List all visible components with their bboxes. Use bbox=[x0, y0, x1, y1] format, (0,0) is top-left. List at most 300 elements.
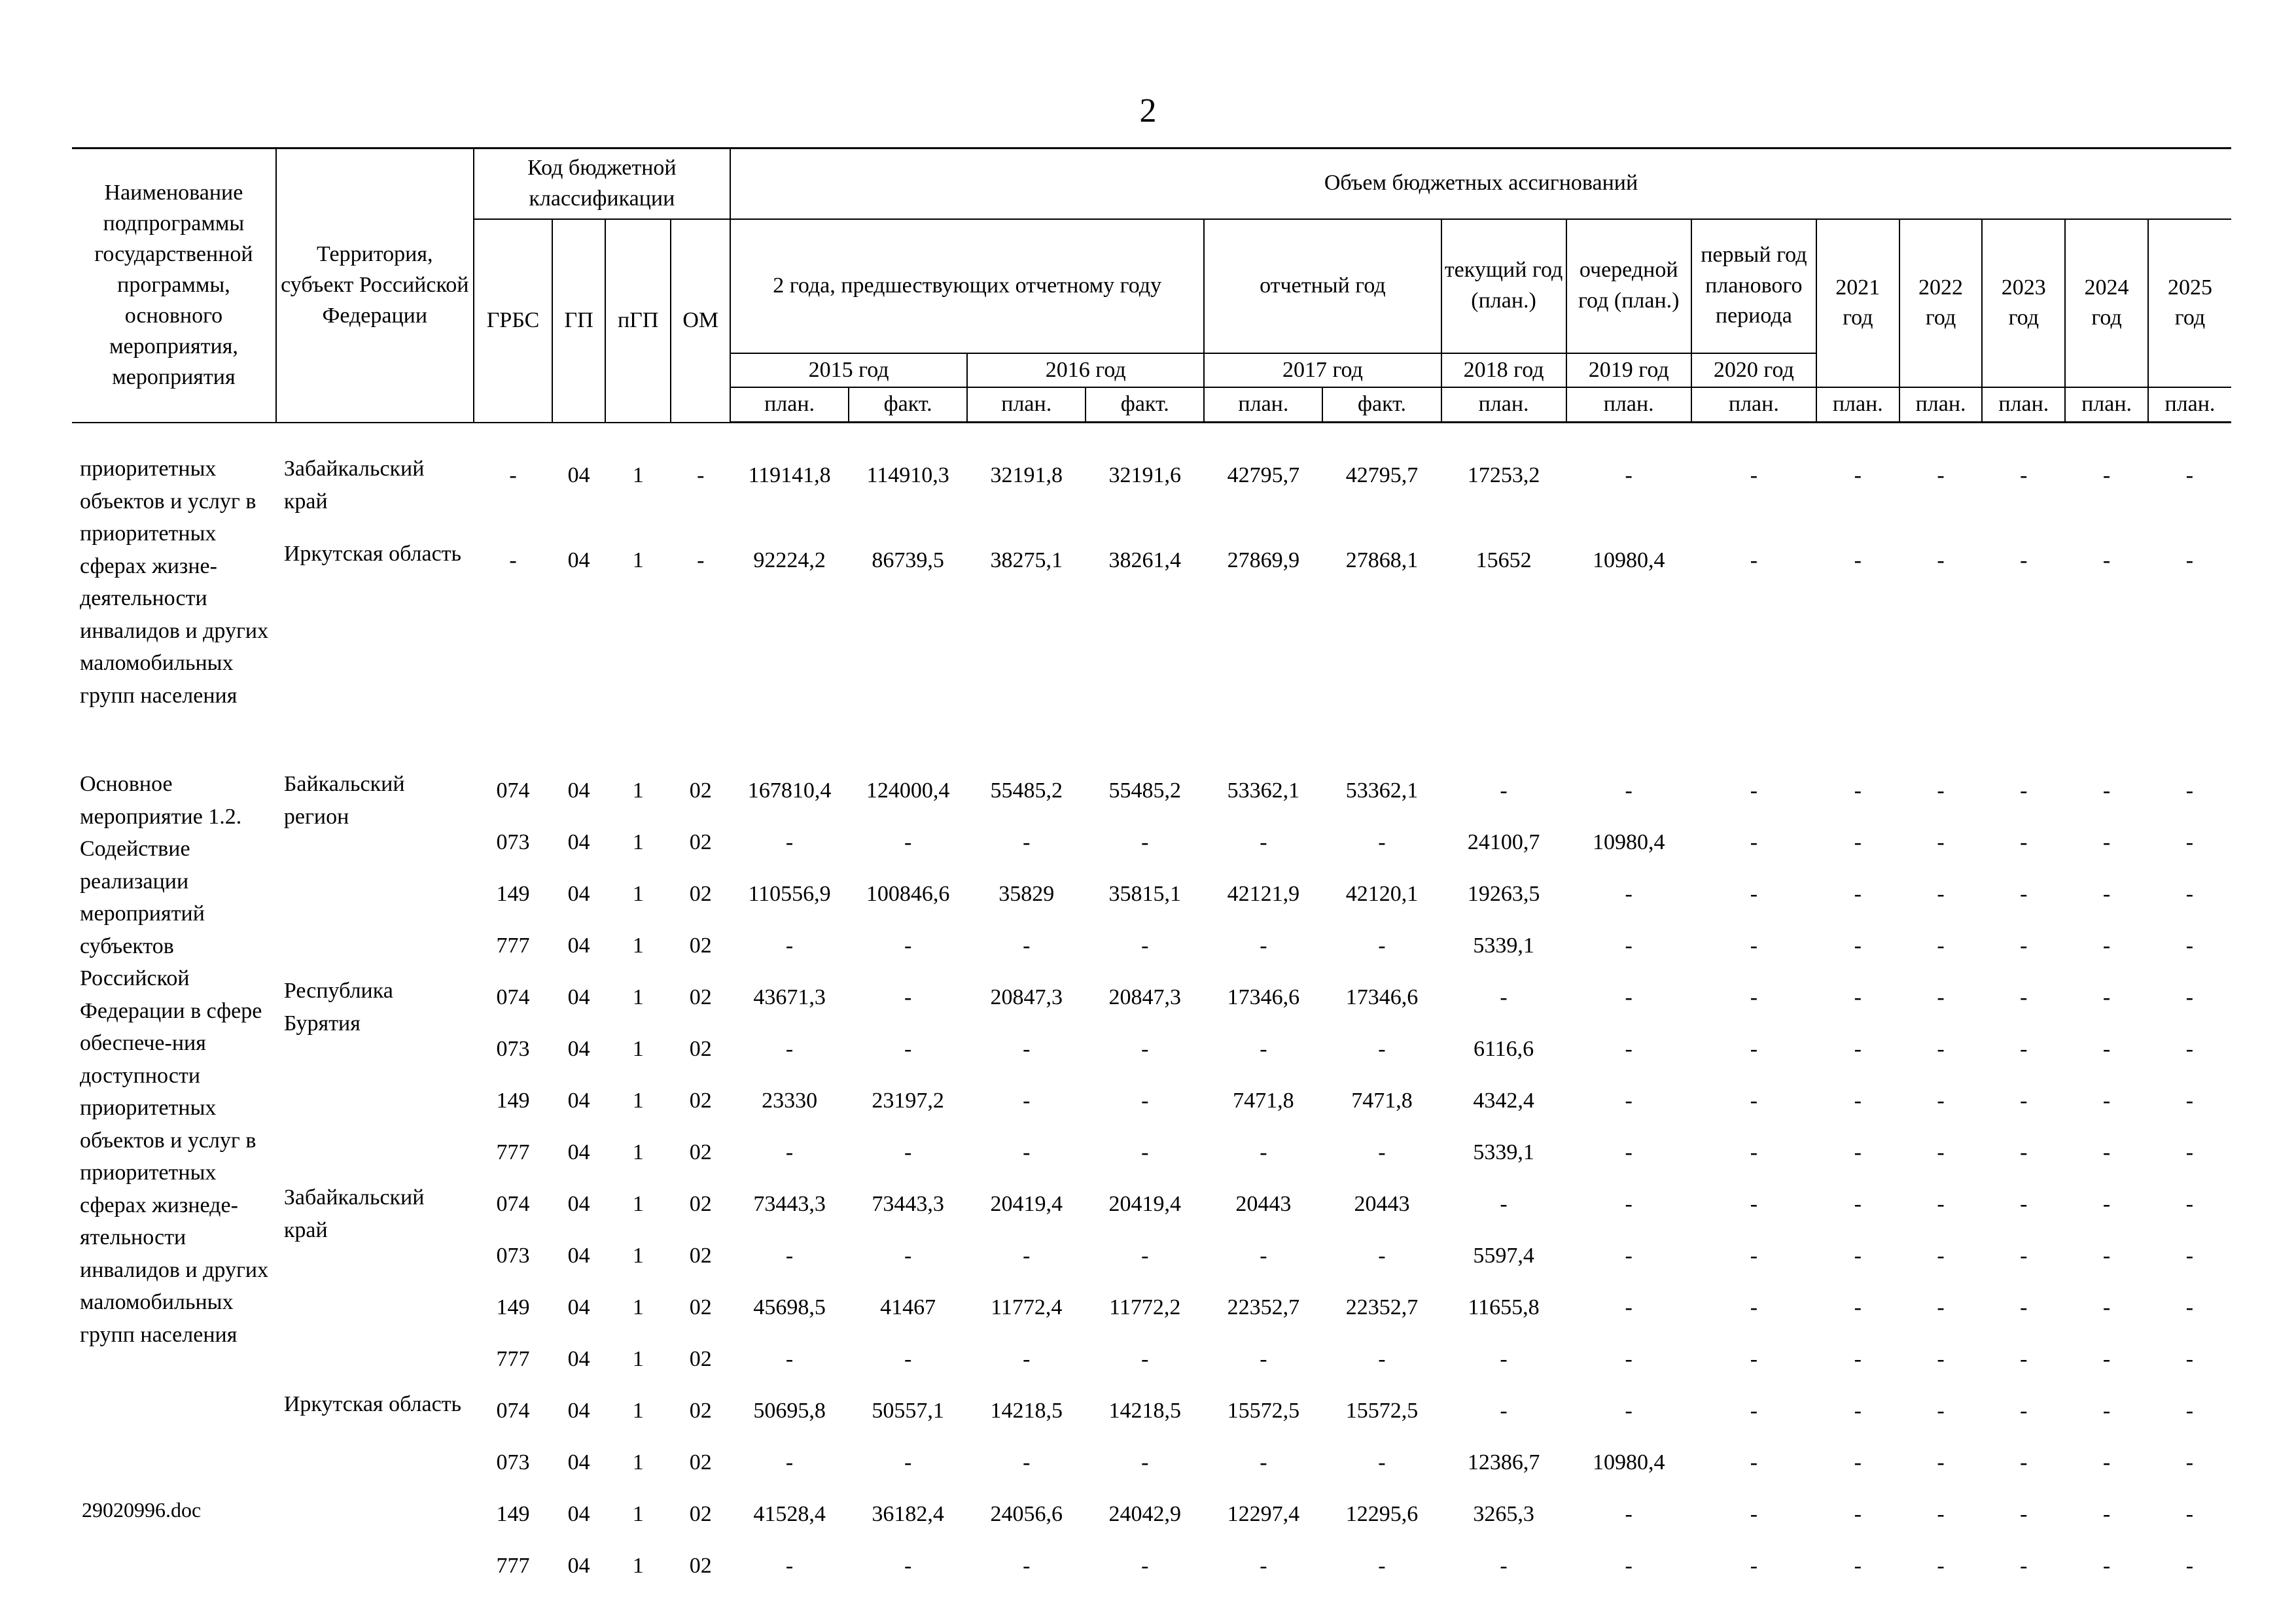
value-cell: - bbox=[2102, 463, 2111, 488]
header-current-year: текущий год (план.) bbox=[1441, 219, 1566, 353]
value-cell: - bbox=[1750, 778, 1758, 803]
value-cell: 7471,8 bbox=[1351, 1089, 1413, 1113]
value-cell: - bbox=[2185, 1295, 2194, 1320]
value-cell: - bbox=[2102, 1140, 2111, 1165]
header-year-2016: 2016 год bbox=[967, 353, 1204, 388]
grbs-cell: 149 bbox=[496, 882, 530, 907]
value-cell: - bbox=[1023, 1450, 1031, 1475]
header-plan: план. bbox=[2065, 387, 2148, 422]
value-cell: - bbox=[1937, 548, 1945, 573]
value-cell: - bbox=[785, 1140, 794, 1165]
value-cell: - bbox=[1937, 1554, 1945, 1579]
grbs-cell: 073 bbox=[496, 1450, 530, 1475]
header-report-year: отчетный год bbox=[1204, 219, 1441, 353]
value-cell: - bbox=[1854, 463, 1862, 488]
value-cell: - bbox=[1937, 934, 1945, 958]
value-cell: 5597,4 bbox=[1473, 1244, 1534, 1268]
value-cell: 14218,5 bbox=[990, 1399, 1063, 1423]
value-cell: - bbox=[1023, 1089, 1031, 1113]
value-cell: - bbox=[1937, 882, 1945, 907]
value-cell: - bbox=[1750, 882, 1758, 907]
value-cell: - bbox=[2020, 985, 2028, 1010]
pgp-cell: 1 bbox=[632, 1244, 644, 1268]
grbs-cell: 149 bbox=[496, 1089, 530, 1113]
territory-cell: Забайкальский край bbox=[283, 1185, 425, 1242]
value-cell: - bbox=[1625, 1347, 1633, 1372]
om-cell: 02 bbox=[689, 778, 712, 803]
om-cell: 02 bbox=[689, 1089, 712, 1113]
value-cell: - bbox=[2185, 548, 2194, 573]
value-cell: 4342,4 bbox=[1473, 1089, 1534, 1113]
value-cell: - bbox=[904, 1450, 912, 1475]
value-cell: - bbox=[2102, 1244, 2111, 1268]
territory-cell: Республика Бурятия bbox=[283, 979, 393, 1036]
territory-cell: Забайкальский край bbox=[283, 457, 425, 514]
om-cell: - bbox=[697, 463, 705, 488]
header-plan: план. bbox=[1204, 387, 1322, 422]
value-cell: 17346,6 bbox=[1227, 985, 1300, 1010]
value-cell: - bbox=[2102, 1037, 2111, 1062]
grbs-cell: 777 bbox=[496, 1140, 530, 1165]
value-cell: - bbox=[1854, 1192, 1862, 1217]
value-cell: - bbox=[785, 1554, 794, 1579]
value-cell: - bbox=[1023, 1347, 1031, 1372]
value-cell: - bbox=[2185, 1089, 2194, 1113]
grbs-cell: 074 bbox=[496, 778, 530, 803]
value-cell: - bbox=[2102, 1192, 2111, 1217]
header-plan: план. bbox=[1816, 387, 1899, 422]
value-cell: 20443 bbox=[1235, 1192, 1292, 1217]
grbs-cell: 777 bbox=[496, 1554, 530, 1579]
value-cell: 22352,7 bbox=[1345, 1295, 1419, 1320]
header-plan: план. bbox=[1441, 387, 1566, 422]
value-cell: 27868,1 bbox=[1345, 548, 1419, 573]
value-cell: 41467 bbox=[880, 1295, 936, 1320]
om-cell: 02 bbox=[689, 1140, 712, 1165]
pgp-cell: 1 bbox=[632, 1192, 644, 1217]
value-cell: - bbox=[1854, 830, 1862, 855]
value-cell: - bbox=[2020, 1502, 2028, 1527]
value-cell: - bbox=[1260, 1450, 1267, 1475]
value-cell: 24100,7 bbox=[1467, 830, 1540, 855]
value-cell: 6116,6 bbox=[1473, 1037, 1534, 1062]
value-cell: - bbox=[1260, 934, 1267, 958]
value-cell: - bbox=[2020, 1347, 2028, 1372]
gp-cell: 04 bbox=[567, 1037, 590, 1062]
gp-cell: 04 bbox=[567, 1295, 590, 1320]
value-cell: 10980,4 bbox=[1592, 830, 1665, 855]
value-cell: - bbox=[1625, 1244, 1633, 1268]
pgp-cell: 1 bbox=[632, 1295, 644, 1320]
value-cell: 24056,6 bbox=[990, 1502, 1063, 1527]
pgp-cell: 1 bbox=[632, 1037, 644, 1062]
header-prev-years: 2 года, предшествующих отчетному году bbox=[730, 219, 1204, 353]
value-cell: - bbox=[1625, 463, 1633, 488]
value-cell: - bbox=[785, 1037, 794, 1062]
value-cell: - bbox=[904, 1037, 912, 1062]
value-cell: 41528,4 bbox=[753, 1502, 826, 1527]
om-cell: 02 bbox=[689, 882, 712, 907]
value-cell: - bbox=[904, 934, 912, 958]
territory-cell: Иркутская область bbox=[283, 1392, 462, 1417]
pgp-cell: 1 bbox=[632, 934, 644, 958]
value-cell: - bbox=[2020, 1244, 2028, 1268]
value-cell: - bbox=[1937, 1140, 1945, 1165]
value-cell: - bbox=[1854, 1295, 1862, 1320]
value-cell: 14218,5 bbox=[1108, 1399, 1182, 1423]
value-cell: - bbox=[2020, 548, 2028, 573]
value-cell: - bbox=[1854, 1244, 1862, 1268]
header-fact: факт. bbox=[1322, 387, 1441, 422]
value-cell: - bbox=[1750, 934, 1758, 958]
pgp-cell: 1 bbox=[632, 1089, 644, 1113]
value-cell: - bbox=[1141, 1554, 1149, 1579]
value-cell: - bbox=[2102, 1089, 2111, 1113]
value-cell: 5339,1 bbox=[1473, 1140, 1534, 1165]
value-cell: - bbox=[1625, 1399, 1633, 1423]
value-cell: 167810,4 bbox=[747, 778, 832, 803]
table-row bbox=[72, 453, 2231, 538]
value-cell: - bbox=[1625, 1089, 1633, 1113]
om-cell: 02 bbox=[689, 934, 712, 958]
value-cell: - bbox=[1750, 1502, 1758, 1527]
value-cell: - bbox=[1854, 1037, 1862, 1062]
value-cell: - bbox=[2185, 1347, 2194, 1372]
value-cell: - bbox=[2185, 1399, 2194, 1423]
value-cell: - bbox=[1750, 1037, 1758, 1062]
om-cell: 02 bbox=[689, 1037, 712, 1062]
value-cell: 32191,8 bbox=[990, 463, 1063, 488]
value-cell: 38261,4 bbox=[1108, 548, 1182, 573]
value-cell: - bbox=[2185, 1244, 2194, 1268]
value-cell: - bbox=[2185, 830, 2194, 855]
table-header bbox=[72, 148, 2231, 423]
value-cell: - bbox=[1260, 1244, 1267, 1268]
territory-cell: Иркутская область bbox=[283, 542, 462, 567]
value-cell: - bbox=[1141, 1140, 1149, 1165]
value-cell: 19263,5 bbox=[1467, 882, 1540, 907]
value-cell: 15572,5 bbox=[1227, 1399, 1300, 1423]
value-cell: - bbox=[1854, 548, 1862, 573]
value-cell: 12295,6 bbox=[1345, 1502, 1419, 1527]
header-year-2019: 2019 год bbox=[1566, 353, 1691, 388]
value-cell: - bbox=[1378, 830, 1386, 855]
value-cell: 11772,2 bbox=[1109, 1295, 1181, 1320]
header-2025: 2025 год bbox=[2148, 219, 2231, 388]
pgp-cell: 1 bbox=[632, 1347, 644, 1372]
table-row bbox=[72, 975, 2231, 1026]
gp-cell: 04 bbox=[567, 882, 590, 907]
pgp-cell: 1 bbox=[632, 1450, 644, 1475]
value-cell: - bbox=[785, 1347, 794, 1372]
value-cell: - bbox=[2020, 1295, 2028, 1320]
value-cell: - bbox=[1937, 1399, 1945, 1423]
value-cell: - bbox=[1500, 985, 1508, 1010]
value-cell: - bbox=[2020, 882, 2028, 907]
gp-cell: 04 bbox=[567, 1554, 590, 1579]
value-cell: 50557,1 bbox=[872, 1399, 944, 1423]
value-cell: - bbox=[785, 1450, 794, 1475]
value-cell: - bbox=[1750, 1554, 1758, 1579]
value-cell: 20847,3 bbox=[1108, 985, 1182, 1010]
header-fact: факт. bbox=[849, 387, 967, 422]
value-cell: - bbox=[1937, 778, 1945, 803]
table-row bbox=[72, 1181, 2231, 1233]
value-cell: - bbox=[1260, 1554, 1267, 1579]
value-cell: - bbox=[1625, 985, 1633, 1010]
value-cell: - bbox=[2102, 1295, 2111, 1320]
header-year-2015: 2015 год bbox=[730, 353, 967, 388]
value-cell: - bbox=[1141, 934, 1149, 958]
grbs-cell: 149 bbox=[496, 1502, 530, 1527]
gp-cell: 04 bbox=[567, 830, 590, 855]
header-budget-code: Код бюджетной классификации bbox=[474, 148, 730, 219]
value-cell: 100846,6 bbox=[866, 882, 950, 907]
gp-cell: 04 bbox=[567, 463, 590, 488]
header-year-2018: 2018 год bbox=[1441, 353, 1566, 388]
value-cell: - bbox=[1625, 1502, 1633, 1527]
value-cell: - bbox=[1750, 1399, 1758, 1423]
pgp-cell: 1 bbox=[632, 548, 644, 573]
value-cell: - bbox=[2185, 1192, 2194, 1217]
value-cell: - bbox=[2020, 1089, 2028, 1113]
value-cell: 45698,5 bbox=[753, 1295, 826, 1320]
gp-cell: 04 bbox=[567, 1244, 590, 1268]
value-cell: - bbox=[1378, 1140, 1386, 1165]
value-cell: - bbox=[2020, 934, 2028, 958]
value-cell: - bbox=[1750, 548, 1758, 573]
value-cell: - bbox=[1500, 778, 1508, 803]
value-cell: - bbox=[1750, 1295, 1758, 1320]
om-cell: 02 bbox=[689, 1347, 712, 1372]
value-cell: 73443,3 bbox=[872, 1192, 944, 1217]
value-cell: - bbox=[1937, 1347, 1945, 1372]
value-cell: - bbox=[2185, 934, 2194, 958]
gp-cell: 04 bbox=[567, 1192, 590, 1217]
value-cell: 53362,1 bbox=[1227, 778, 1300, 803]
value-cell: - bbox=[785, 1244, 794, 1268]
value-cell: - bbox=[1378, 1347, 1386, 1372]
value-cell: - bbox=[1625, 1554, 1633, 1579]
value-cell: - bbox=[1625, 1140, 1633, 1165]
value-cell: - bbox=[2102, 1347, 2111, 1372]
value-cell: - bbox=[1023, 1140, 1031, 1165]
value-cell: 15572,5 bbox=[1345, 1399, 1419, 1423]
pgp-cell: 1 bbox=[632, 778, 644, 803]
value-cell: - bbox=[1378, 934, 1386, 958]
value-cell: - bbox=[1854, 1347, 1862, 1372]
value-cell: - bbox=[1260, 1037, 1267, 1062]
header-plan: план. bbox=[1982, 387, 2065, 422]
header-plan: план. bbox=[2148, 387, 2231, 422]
value-cell: - bbox=[2102, 1554, 2111, 1579]
value-cell: - bbox=[2185, 1450, 2194, 1475]
value-cell: - bbox=[1854, 1089, 1862, 1113]
value-cell: - bbox=[1854, 882, 1862, 907]
value-cell: 86739,5 bbox=[872, 548, 944, 573]
value-cell: 17346,6 bbox=[1345, 985, 1419, 1010]
value-cell: - bbox=[2102, 985, 2111, 1010]
gp-cell: 04 bbox=[567, 1450, 590, 1475]
header-plan: план. bbox=[1899, 387, 1983, 422]
pgp-cell: 1 bbox=[632, 1399, 644, 1423]
value-cell: - bbox=[2102, 830, 2111, 855]
header-plan: план. bbox=[1691, 387, 1816, 422]
value-cell: - bbox=[1750, 830, 1758, 855]
value-cell: - bbox=[2185, 463, 2194, 488]
value-cell: - bbox=[1141, 830, 1149, 855]
value-cell: - bbox=[1141, 1450, 1149, 1475]
gp-cell: 04 bbox=[567, 1140, 590, 1165]
value-cell: - bbox=[1750, 1244, 1758, 1268]
value-cell: - bbox=[1937, 985, 1945, 1010]
header-2023: 2023 год bbox=[1982, 219, 2065, 388]
value-cell: 92224,2 bbox=[753, 548, 826, 573]
table-row bbox=[72, 768, 2231, 820]
om-cell: - bbox=[697, 548, 705, 573]
value-cell: - bbox=[2185, 778, 2194, 803]
om-cell: 02 bbox=[689, 985, 712, 1010]
value-cell: 10980,4 bbox=[1592, 1450, 1665, 1475]
header-2022: 2022 год bbox=[1899, 219, 1983, 388]
value-cell: - bbox=[904, 1347, 912, 1372]
value-cell: 110556,9 bbox=[748, 882, 831, 907]
grbs-cell: 073 bbox=[496, 1244, 530, 1268]
value-cell: - bbox=[2185, 985, 2194, 1010]
value-cell: - bbox=[1625, 882, 1633, 907]
value-cell: - bbox=[1141, 1089, 1149, 1113]
value-cell: - bbox=[2185, 882, 2194, 907]
value-cell: - bbox=[1937, 1450, 1945, 1475]
gp-cell: 04 bbox=[567, 1502, 590, 1527]
pgp-cell: 1 bbox=[632, 830, 644, 855]
value-cell: - bbox=[2102, 1399, 2111, 1423]
value-cell: 55485,2 bbox=[1108, 778, 1182, 803]
value-cell: - bbox=[1750, 1192, 1758, 1217]
value-cell: 11655,8 bbox=[1468, 1295, 1540, 1320]
value-cell: - bbox=[1625, 934, 1633, 958]
pgp-cell: 1 bbox=[632, 1140, 644, 1165]
value-cell: - bbox=[1937, 830, 1945, 855]
value-cell: 35815,1 bbox=[1108, 882, 1182, 907]
value-cell: 119141,8 bbox=[748, 463, 831, 488]
value-cell: - bbox=[904, 985, 912, 1010]
value-cell: 42795,7 bbox=[1345, 463, 1419, 488]
value-cell: 36182,4 bbox=[872, 1502, 944, 1527]
value-cell: - bbox=[1937, 1295, 1945, 1320]
header-next-year: очередной год (план.) bbox=[1566, 219, 1691, 353]
value-cell: - bbox=[1854, 934, 1862, 958]
value-cell: - bbox=[1750, 1450, 1758, 1475]
grbs-cell: 074 bbox=[496, 1399, 530, 1423]
value-cell: - bbox=[1023, 1244, 1031, 1268]
grbs-cell: 777 bbox=[496, 934, 530, 958]
value-cell: - bbox=[1750, 1089, 1758, 1113]
value-cell: 124000,4 bbox=[866, 778, 950, 803]
gp-cell: 04 bbox=[567, 778, 590, 803]
value-cell: 20419,4 bbox=[1108, 1192, 1182, 1217]
value-cell: - bbox=[1023, 934, 1031, 958]
value-cell: 17253,2 bbox=[1467, 463, 1540, 488]
value-cell: - bbox=[2185, 1140, 2194, 1165]
value-cell: - bbox=[1937, 1502, 1945, 1527]
header-plan: план. bbox=[730, 387, 849, 422]
value-cell: - bbox=[1500, 1192, 1508, 1217]
value-cell: - bbox=[1937, 1244, 1945, 1268]
value-cell: 24042,9 bbox=[1108, 1502, 1182, 1527]
value-cell: 114910,3 bbox=[866, 463, 949, 488]
value-cell: 42120,1 bbox=[1345, 882, 1419, 907]
value-cell: - bbox=[1378, 1554, 1386, 1579]
value-cell: - bbox=[1625, 1192, 1633, 1217]
value-cell: 73443,3 bbox=[753, 1192, 826, 1217]
header-pgp: пГП bbox=[605, 219, 671, 423]
value-cell: - bbox=[1023, 1037, 1031, 1062]
grbs-cell: 073 bbox=[496, 830, 530, 855]
om-cell: 02 bbox=[689, 830, 712, 855]
header-2024: 2024 год bbox=[2065, 219, 2148, 388]
value-cell: - bbox=[1260, 1140, 1267, 1165]
value-cell: - bbox=[2020, 830, 2028, 855]
grbs-cell: - bbox=[509, 463, 517, 488]
value-cell: 11772,4 bbox=[991, 1295, 1063, 1320]
value-cell: - bbox=[2020, 778, 2028, 803]
value-cell: - bbox=[1378, 1244, 1386, 1268]
value-cell: - bbox=[904, 1244, 912, 1268]
value-cell: 20419,4 bbox=[990, 1192, 1063, 1217]
value-cell: 43671,3 bbox=[753, 985, 826, 1010]
gp-cell: 04 bbox=[567, 548, 590, 573]
value-cell: - bbox=[1378, 1037, 1386, 1062]
value-cell: - bbox=[1750, 1347, 1758, 1372]
pgp-cell: 1 bbox=[632, 463, 644, 488]
grbs-cell: 074 bbox=[496, 985, 530, 1010]
grbs-cell: 074 bbox=[496, 1192, 530, 1217]
value-cell: - bbox=[1023, 830, 1031, 855]
value-cell: - bbox=[904, 1554, 912, 1579]
value-cell: 23197,2 bbox=[872, 1089, 944, 1113]
value-cell: - bbox=[1141, 1347, 1149, 1372]
pgp-cell: 1 bbox=[632, 1502, 644, 1527]
value-cell: 15652 bbox=[1475, 548, 1532, 573]
table-body bbox=[72, 423, 2231, 1596]
header-first-plan-year: первый год планового периода bbox=[1691, 219, 1816, 353]
program-name-cell: приоритетных объектов и услуг в приоритетных сферах жизне-деятельности инвалидов и других маломобильных групп населения bbox=[80, 457, 269, 708]
value-cell: 50695,8 bbox=[753, 1399, 826, 1423]
value-cell: - bbox=[2020, 1037, 2028, 1062]
value-cell: - bbox=[2185, 1554, 2194, 1579]
value-cell: - bbox=[2020, 1554, 2028, 1579]
value-cell: - bbox=[1625, 1295, 1633, 1320]
value-cell: - bbox=[2102, 1502, 2111, 1527]
om-cell: 02 bbox=[689, 1450, 712, 1475]
footer-doc-name: 29020996.doc bbox=[82, 1498, 202, 1522]
value-cell: - bbox=[1937, 1089, 1945, 1113]
value-cell: - bbox=[1500, 1347, 1508, 1372]
value-cell: - bbox=[1260, 1347, 1267, 1372]
header-year-2017: 2017 год bbox=[1204, 353, 1441, 388]
pgp-cell: 1 bbox=[632, 985, 644, 1010]
value-cell: - bbox=[2102, 934, 2111, 958]
value-cell: 27869,9 bbox=[1227, 548, 1300, 573]
header-year-2020: 2020 год bbox=[1691, 353, 1816, 388]
pgp-cell: 1 bbox=[632, 1554, 644, 1579]
gp-cell: 04 bbox=[567, 1089, 590, 1113]
header-2021: 2021 год bbox=[1816, 219, 1899, 388]
value-cell: 5339,1 bbox=[1473, 934, 1534, 958]
value-cell: 12297,4 bbox=[1227, 1502, 1300, 1527]
header-territory: Территория, субъект Российской Федерации bbox=[276, 148, 474, 423]
